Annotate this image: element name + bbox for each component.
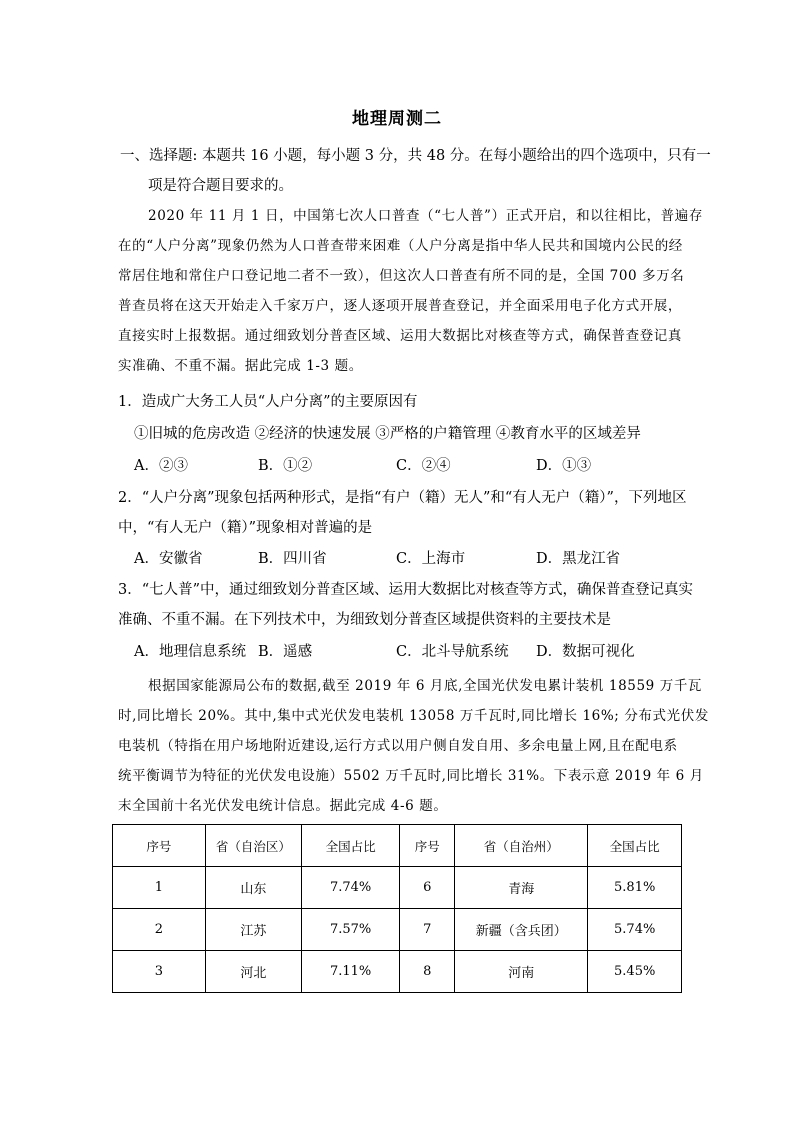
table-cell: 2 bbox=[113, 909, 206, 951]
table-header-cell: 省（自治州） bbox=[455, 825, 588, 867]
question-1-option-c: C．②④ bbox=[396, 458, 451, 474]
table-cell: 3 bbox=[113, 951, 206, 993]
table-cell: 山东 bbox=[205, 867, 301, 909]
pv-statistics-table bbox=[112, 824, 682, 993]
table-cell: 5.74% bbox=[588, 909, 682, 951]
section-instruction-line2: 项是符合题目要求的。 bbox=[148, 178, 293, 194]
question-1-option-d: D．①③ bbox=[536, 458, 592, 474]
table-header-cell: 省（自治区） bbox=[205, 825, 301, 867]
table-cell: 江苏 bbox=[205, 909, 301, 951]
section-instruction-line1: 一、选择题: 本题共 16 小题，每小题 3 分，共 48 分。在每小题给出的四个选项中，只有一 bbox=[120, 148, 711, 164]
question-3-stem-line2: 准确、不重不漏。在下列技术中，为细致划分普查区域提供资料的主要技术是 bbox=[118, 612, 611, 628]
question-1-option-b: B．①② bbox=[258, 458, 313, 474]
table-cell: 6 bbox=[400, 867, 455, 909]
question-3-option-b: B．遥感 bbox=[258, 644, 313, 660]
question-1-option-a: A．②③ bbox=[134, 458, 188, 474]
passage1-line: 实准确、不重不漏。据此完成 1-3 题。 bbox=[118, 358, 363, 374]
table-row bbox=[113, 951, 682, 993]
question-1-items: ①旧城的危房改造 ②经济的快速发展 ③严格的户籍管理 ④教育水平的区域差异 bbox=[134, 426, 641, 442]
table-row bbox=[113, 909, 682, 951]
passage2-line: 时,同比增长 20%。其中,集中式光伏发电装机 13058 万千瓦时,同比增长 16%; 分布式光伏发 bbox=[118, 708, 709, 724]
question-2-stem-line1: 2．“人户分离”现象包括两种形式，是指“有户（籍）无人”和“有人无户（籍）”，下列地区 bbox=[118, 490, 687, 506]
table-header-cell: 序号 bbox=[400, 825, 455, 867]
passage1-line: 在的“人户分离”现象仍然为人口普查带来困难（人户分离是指中华人民共和国境内公民的经 bbox=[118, 238, 683, 254]
question-2-option-c: C．上海市 bbox=[396, 551, 466, 567]
table-row bbox=[113, 867, 682, 909]
question-3-option-a: A．地理信息系统 bbox=[134, 644, 246, 660]
question-2-option-d: D．黑龙江省 bbox=[536, 551, 621, 567]
table-cell: 7 bbox=[400, 909, 455, 951]
table-header-cell: 序号 bbox=[113, 825, 206, 867]
table-cell: 1 bbox=[113, 867, 206, 909]
table-cell: 8 bbox=[400, 951, 455, 993]
passage2-line: 电装机（特指在用户场地附近建设,运行方式以用户侧自发自用、多余电量上网,且在配电系 bbox=[118, 738, 678, 754]
passage2-line: 根据国家能源局公布的数据,截至 2019 年 6 月底,全国光伏发电累计装机 18559 万千瓦 bbox=[148, 678, 703, 694]
page-title: 地理周测二 bbox=[352, 109, 442, 129]
question-2-option-a: A．安徽省 bbox=[134, 551, 203, 567]
question-3-option-c: C．北斗导航系统 bbox=[396, 644, 509, 660]
passage1-line: 直接实时上报数据。通过细致划分普查区域、运用大数据比对核查等方式，确保普查登记真 bbox=[118, 328, 682, 344]
question-1-stem: 1．造成广大务工人员“人户分离”的主要原因有 bbox=[118, 394, 418, 410]
passage2-line: 末全国前十名光伏发电统计信息。据此完成 4-6 题。 bbox=[118, 798, 448, 814]
table-header-cell: 全国占比 bbox=[301, 825, 399, 867]
table-cell: 5.45% bbox=[588, 951, 682, 993]
table-cell: 7.74% bbox=[301, 867, 399, 909]
table-header-row bbox=[113, 825, 682, 867]
table-cell: 青海 bbox=[455, 867, 588, 909]
passage1-line: 2020 年 11 月 1 日，中国第七次人口普查（“七人普”）正式开启，和以往相比，普遍存 bbox=[148, 208, 703, 224]
table-cell: 5.81% bbox=[588, 867, 682, 909]
table-cell: 7.57% bbox=[301, 909, 399, 951]
question-3-stem-line1: 3．“七人普”中，通过细致划分普查区域、运用大数据比对核查等方式，确保普查登记真实 bbox=[118, 582, 694, 598]
table-cell: 7.11% bbox=[301, 951, 399, 993]
passage1-line: 普查员将在这天开始走入千家万户，逐人逐项开展普查登记，并全面采用电子化方式开展， bbox=[118, 298, 682, 314]
table-cell: 新疆（含兵团） bbox=[455, 909, 588, 951]
passage2-line: 统平衡调节为特征的光伏发电设施）5502 万千瓦时,同比增长 31%。下表示意 2019 年 6 月 bbox=[118, 768, 704, 784]
question-3-option-d: D．数据可视化 bbox=[536, 644, 635, 660]
passage1-line: 常居住地和常住户口登记地二者不一致），但这次人口普查有所不同的是，全国 700 多万名 bbox=[118, 268, 685, 284]
table-cell: 河北 bbox=[205, 951, 301, 993]
question-2-stem-line2: 中，“有人无户（籍）”现象相对普遍的是 bbox=[118, 520, 373, 536]
table-cell: 河南 bbox=[455, 951, 588, 993]
question-2-option-b: B．四川省 bbox=[258, 551, 327, 567]
table-header-cell: 全国占比 bbox=[588, 825, 682, 867]
